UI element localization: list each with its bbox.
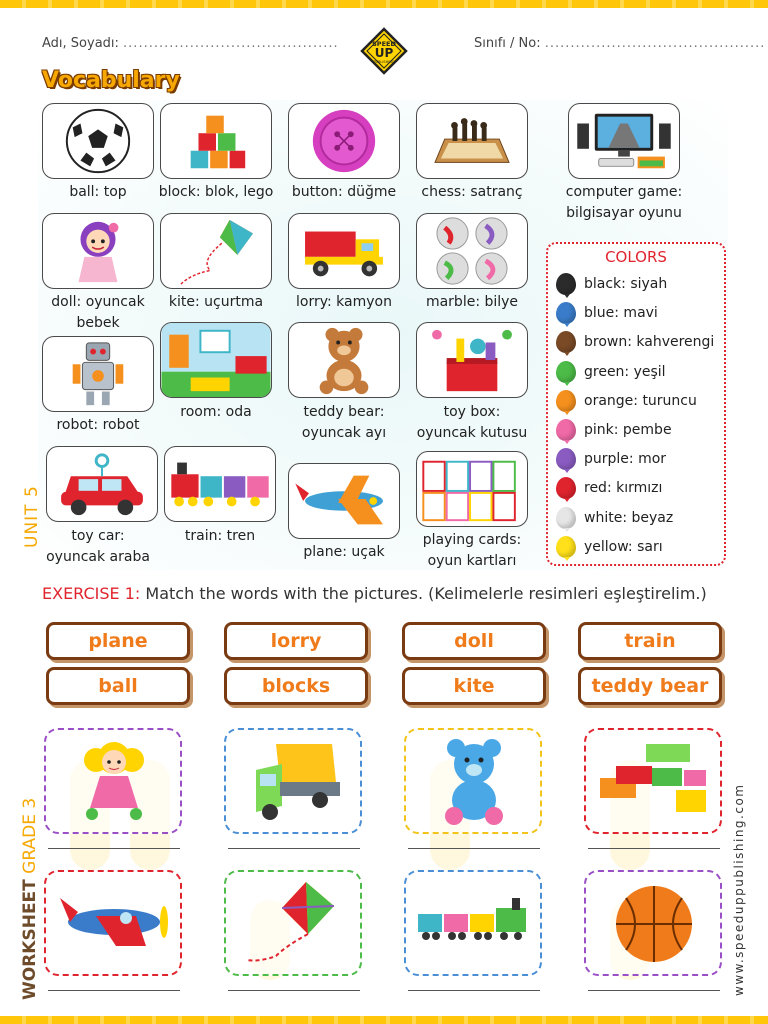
color-row [556, 301, 658, 325]
balloon-icon [556, 448, 576, 470]
answer-line[interactable] [408, 990, 540, 991]
vocab-caption-room: room: oda [180, 404, 252, 420]
class-label: Sınıfı / No: [474, 36, 541, 51]
word-card-lorry[interactable]: lorry [224, 622, 368, 660]
colors-box [546, 242, 726, 566]
chess-board-icon [416, 103, 528, 179]
robot-icon [42, 336, 154, 412]
toy-car-icon [46, 446, 158, 522]
worksheet-label: WORKSHEET [20, 879, 40, 1000]
answer-line[interactable] [228, 848, 360, 849]
balloon-icon [556, 419, 576, 441]
color-label: orange: turuncu [584, 392, 697, 409]
exercise-label: EXERCISE 1: [42, 584, 141, 603]
exercise-picture-blocks [584, 728, 722, 834]
color-label: blue: mavi [584, 305, 658, 322]
plane-icon [56, 876, 172, 972]
color-row [556, 389, 697, 413]
class-dots: ........................................... [544, 36, 766, 51]
color-label: brown: kahverengi [584, 334, 715, 351]
exercise-picture-train [404, 870, 542, 976]
exercise-picture-lorry [224, 728, 362, 834]
bottom-border-band [0, 1016, 768, 1024]
unit-label: UNIT 5 [22, 485, 42, 548]
balloon-icon [556, 390, 576, 412]
exercise-text: Match the words with the pictures. (Kelimelerle resimleri eşleştirelim.) [145, 584, 707, 603]
color-label: red: kırmızı [584, 480, 663, 497]
teddy-bear-icon [288, 322, 400, 398]
exercise-picture-teddy-bear [404, 728, 542, 834]
exercise-picture-doll [44, 728, 182, 834]
color-row [556, 330, 714, 354]
word-card-train[interactable]: train [578, 622, 722, 660]
button-icon [288, 103, 400, 179]
balloon-icon [556, 361, 576, 383]
vocab-caption-computer-game: computer game: bilgisayar oyunu [565, 184, 683, 221]
speed-up-logo [360, 27, 408, 75]
word-card-plane[interactable]: plane [46, 622, 190, 660]
balloon-icon [556, 507, 576, 529]
answer-line[interactable] [588, 848, 720, 849]
vocab-caption-teddy-bear: teddy bear: oyuncak ayı [301, 404, 387, 441]
vocab-caption-toy-car: toy car: oyuncak araba [46, 528, 150, 565]
toy-train-icon [164, 446, 276, 522]
publisher-url: www.speeduppublishing.com [732, 783, 746, 996]
answer-line[interactable] [48, 848, 180, 849]
color-label: white: beyaz [584, 509, 674, 526]
vocab-caption-doll: doll: oyuncak bebek [51, 294, 145, 331]
color-row [556, 360, 666, 384]
balloon-icon [556, 477, 576, 499]
toy-blocks-icon [596, 734, 712, 830]
logo-text-publishing: PUBLISHING [373, 60, 395, 64]
balloon-icon [556, 536, 576, 558]
answer-line[interactable] [48, 990, 180, 991]
name-dots: .......................................... [123, 36, 339, 51]
vocab-caption-train: train: tren [184, 528, 256, 544]
vocab-caption-marble: marble: bilye [425, 294, 519, 310]
lorry-icon [236, 734, 352, 830]
vocabulary-title: Vocabulary [42, 68, 180, 93]
lorry-icon [288, 213, 400, 289]
color-row [556, 418, 672, 442]
playing-cards-icon [416, 451, 528, 527]
color-row [556, 272, 667, 296]
soccer-ball-icon [42, 103, 154, 179]
doll-icon [42, 213, 154, 289]
vocab-caption-playing-cards: playing cards: oyun kartları [422, 532, 522, 569]
vocab-caption-block: block: blok, lego [158, 184, 274, 200]
color-label: green: yeşil [584, 363, 666, 380]
color-label: pink: pembe [584, 422, 672, 438]
color-row [556, 476, 662, 500]
marbles-icon [416, 213, 528, 289]
class-field[interactable] [474, 36, 765, 51]
room-icon [160, 322, 272, 398]
top-border-band [0, 0, 768, 8]
color-row [556, 506, 673, 530]
exercise-picture-kite [224, 870, 362, 976]
color-row [556, 447, 666, 471]
word-card-ball[interactable]: ball [46, 667, 190, 705]
exercise-instruction [42, 584, 707, 603]
color-row [556, 535, 663, 559]
vocab-caption-lorry: lorry: kamyon [296, 294, 392, 310]
vocab-caption-kite: kite: uçurtma [168, 294, 264, 310]
word-card-kite[interactable]: kite [402, 667, 546, 705]
kite-icon [236, 876, 352, 972]
color-label: yellow: sarı [584, 538, 663, 555]
doll-icon [56, 734, 172, 830]
vocab-caption-plane: plane: uçak [303, 544, 385, 560]
worksheet-grade-label [20, 798, 40, 1000]
plane-icon [288, 463, 400, 539]
computer-game-icon [568, 103, 680, 179]
color-label: black: siyah [584, 276, 668, 292]
vocab-caption-robot: robot: robot [56, 417, 140, 433]
vocab-caption-button: button: düğme [291, 184, 397, 200]
colors-title: COLORS [605, 248, 667, 266]
answer-line[interactable] [228, 990, 360, 991]
toy-box-icon [416, 322, 528, 398]
logo-text-up: UP [374, 46, 394, 60]
logo-text-speed: SPEED [372, 40, 396, 48]
balloon-icon [556, 302, 576, 324]
grade-label: GRADE 3 [20, 797, 40, 874]
word-card-teddy-bear[interactable]: teddy bear [578, 667, 722, 705]
answer-line[interactable] [408, 848, 540, 849]
exercise-picture-plane [44, 870, 182, 976]
toy-train-icon [416, 876, 532, 972]
color-label: purple: mor [584, 451, 667, 468]
vocab-caption-chess: chess: satranç [421, 184, 523, 200]
answer-line[interactable] [588, 990, 720, 991]
word-card-doll[interactable]: doll [402, 622, 546, 660]
vocab-caption-toy-box: toy box: oyuncak kutusu [416, 404, 528, 441]
balloon-icon [556, 273, 576, 295]
balloon-icon [556, 331, 576, 353]
word-card-blocks[interactable]: blocks [224, 667, 368, 705]
vocab-caption-ball: ball: top [69, 184, 127, 200]
name-label: Adı, Soyadı: [42, 36, 119, 51]
basketball-icon [596, 876, 712, 972]
teddy-bear-icon [416, 734, 532, 830]
exercise-picture-ball [584, 870, 722, 976]
kite-icon [160, 213, 272, 289]
name-field[interactable] [42, 36, 339, 51]
toy-blocks-icon [160, 103, 272, 179]
